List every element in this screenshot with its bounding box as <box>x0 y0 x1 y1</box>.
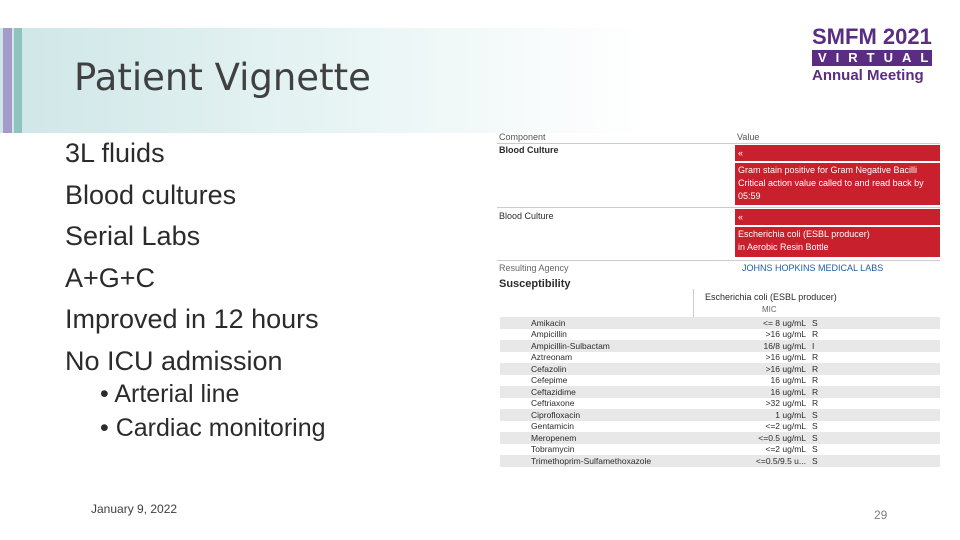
table-row <box>500 340 940 352</box>
drug-name: Cefepime <box>531 375 568 386</box>
mic-value: 16/8 ug/mL <box>763 340 806 351</box>
divider <box>497 207 940 208</box>
mic-value: 16 ug/mL <box>770 375 806 386</box>
mic-value: <= 8 ug/mL <box>762 317 806 328</box>
component-header: Component <box>499 132 546 142</box>
bullet-item: Serial Labs <box>65 221 201 251</box>
logo-line2: VIRTUAL <box>812 50 932 66</box>
sub-bullets <box>100 377 326 445</box>
drug-name: Tobramycin <box>531 444 575 455</box>
drug-name: Amikacin <box>531 317 566 328</box>
drug-name: Aztreonam <box>531 352 573 363</box>
mic-value: 1 ug/mL <box>775 409 806 420</box>
drug-name: Gentamicin <box>531 421 574 432</box>
drug-name: Trimethoprim-Sulfamethoxazole <box>531 455 652 466</box>
table-row <box>500 444 940 456</box>
lab-results-screenshot <box>497 131 940 497</box>
resulting-agency-value: JOHNS HOPKINS MEDICAL LABS <box>742 263 884 273</box>
logo-line1: SMFM 2021 <box>812 24 932 49</box>
interpretation: S <box>812 421 818 432</box>
page-number: 29 <box>874 508 888 522</box>
accent-bar-teal <box>14 28 22 133</box>
resulting-agency-label: Resulting Agency <box>499 263 569 273</box>
table-row <box>500 317 940 329</box>
interpretation: R <box>812 329 819 340</box>
drug-name: Cefazolin <box>531 363 567 374</box>
mic-value: <=2 ug/mL <box>765 444 806 455</box>
drug-name: Ampicillin <box>531 329 567 340</box>
alert-line: in Aerobic Resin Bottle <box>738 242 829 252</box>
interpretation: R <box>812 375 819 386</box>
drug-name: Ceftriaxone <box>531 398 575 409</box>
bullet-item: Improved in 12 hours <box>65 304 319 334</box>
susceptibility-table <box>500 317 940 467</box>
slide-title: Patient Vignette <box>74 56 371 99</box>
mic-header: MIC <box>762 305 777 314</box>
component-blood-culture-1: Blood Culture <box>499 145 559 155</box>
divider <box>735 225 940 227</box>
organism-header: Escherichia coli (ESBL producer) <box>705 292 837 302</box>
table-row <box>500 432 940 444</box>
mic-value: 16 ug/mL <box>770 386 806 397</box>
interpretation: I <box>812 340 815 351</box>
interpretation: R <box>812 386 819 397</box>
divider <box>735 161 940 163</box>
divider <box>497 260 940 261</box>
logo-line3: Annual Meeting <box>812 67 924 84</box>
accent-bar-purple <box>3 28 12 133</box>
main-bullets <box>65 133 319 382</box>
component-blood-culture-2: Blood Culture <box>499 211 554 221</box>
divider <box>497 143 940 144</box>
drug-name: Meropenem <box>531 432 577 443</box>
mic-value: >32 ug/mL <box>765 398 806 409</box>
mic-value: >16 ug/mL <box>765 329 806 340</box>
value-header: Value <box>737 132 760 142</box>
drug-name: Ciprofloxacin <box>531 409 581 420</box>
alert-line: Gram stain positive for Gram Negative Bacilli <box>738 165 918 175</box>
table-row <box>500 375 940 387</box>
mic-value: <=2 ug/mL <box>765 421 806 432</box>
divider <box>693 289 694 319</box>
interpretation: R <box>812 398 819 409</box>
table-row <box>500 329 940 341</box>
alert-line: Escherichia coli (ESBL producer) <box>738 229 870 239</box>
chevron-up-icon: « <box>738 148 744 158</box>
table-row <box>500 421 940 433</box>
interpretation: S <box>812 409 818 420</box>
interpretation: S <box>812 455 818 466</box>
critical-alert-1 <box>735 145 940 205</box>
table-row <box>500 352 940 364</box>
smfm-logo <box>812 26 940 84</box>
mic-value: <=0.5/9.5 u... <box>755 455 806 466</box>
bullet-dot-icon: • <box>100 414 116 442</box>
bullet-item: Blood cultures <box>65 179 237 210</box>
alert-line: 05:59 <box>738 191 761 201</box>
sub-bullet-text: Arterial line <box>114 380 240 408</box>
sub-bullet-item <box>100 411 326 445</box>
susceptibility-title: Susceptibility <box>499 278 571 290</box>
bullet-item: A+G+C <box>65 262 156 293</box>
critical-alert-2 <box>735 209 940 257</box>
interpretation: S <box>812 444 818 455</box>
interpretation: R <box>812 363 819 374</box>
sub-bullet-item <box>100 377 326 411</box>
interpretation: S <box>812 317 818 328</box>
sub-bullet-text: Cardiac monitoring <box>115 414 326 442</box>
bullet-item: 3L fluids <box>65 138 165 168</box>
mic-value: <=0.5 ug/mL <box>758 432 806 443</box>
alert-line: Critical action value called to and read back by <box>738 178 924 188</box>
bullet-dot-icon: • <box>100 380 115 408</box>
table-row <box>500 455 940 467</box>
interpretation: R <box>812 352 819 363</box>
table-row <box>500 398 940 410</box>
mic-value: >16 ug/mL <box>765 352 806 363</box>
bullet-item: No ICU admission <box>65 345 283 376</box>
table-row <box>500 363 940 375</box>
footer-date: January 9, 2022 <box>91 502 178 516</box>
mic-value: >16 ug/mL <box>765 363 806 374</box>
interpretation: S <box>812 432 818 443</box>
table-row <box>500 386 940 398</box>
chevron-up-icon: « <box>738 212 744 222</box>
drug-name: Ceftazidime <box>531 386 576 397</box>
drug-name: Ampicillin-Sulbactam <box>531 340 610 351</box>
table-row <box>500 409 940 421</box>
